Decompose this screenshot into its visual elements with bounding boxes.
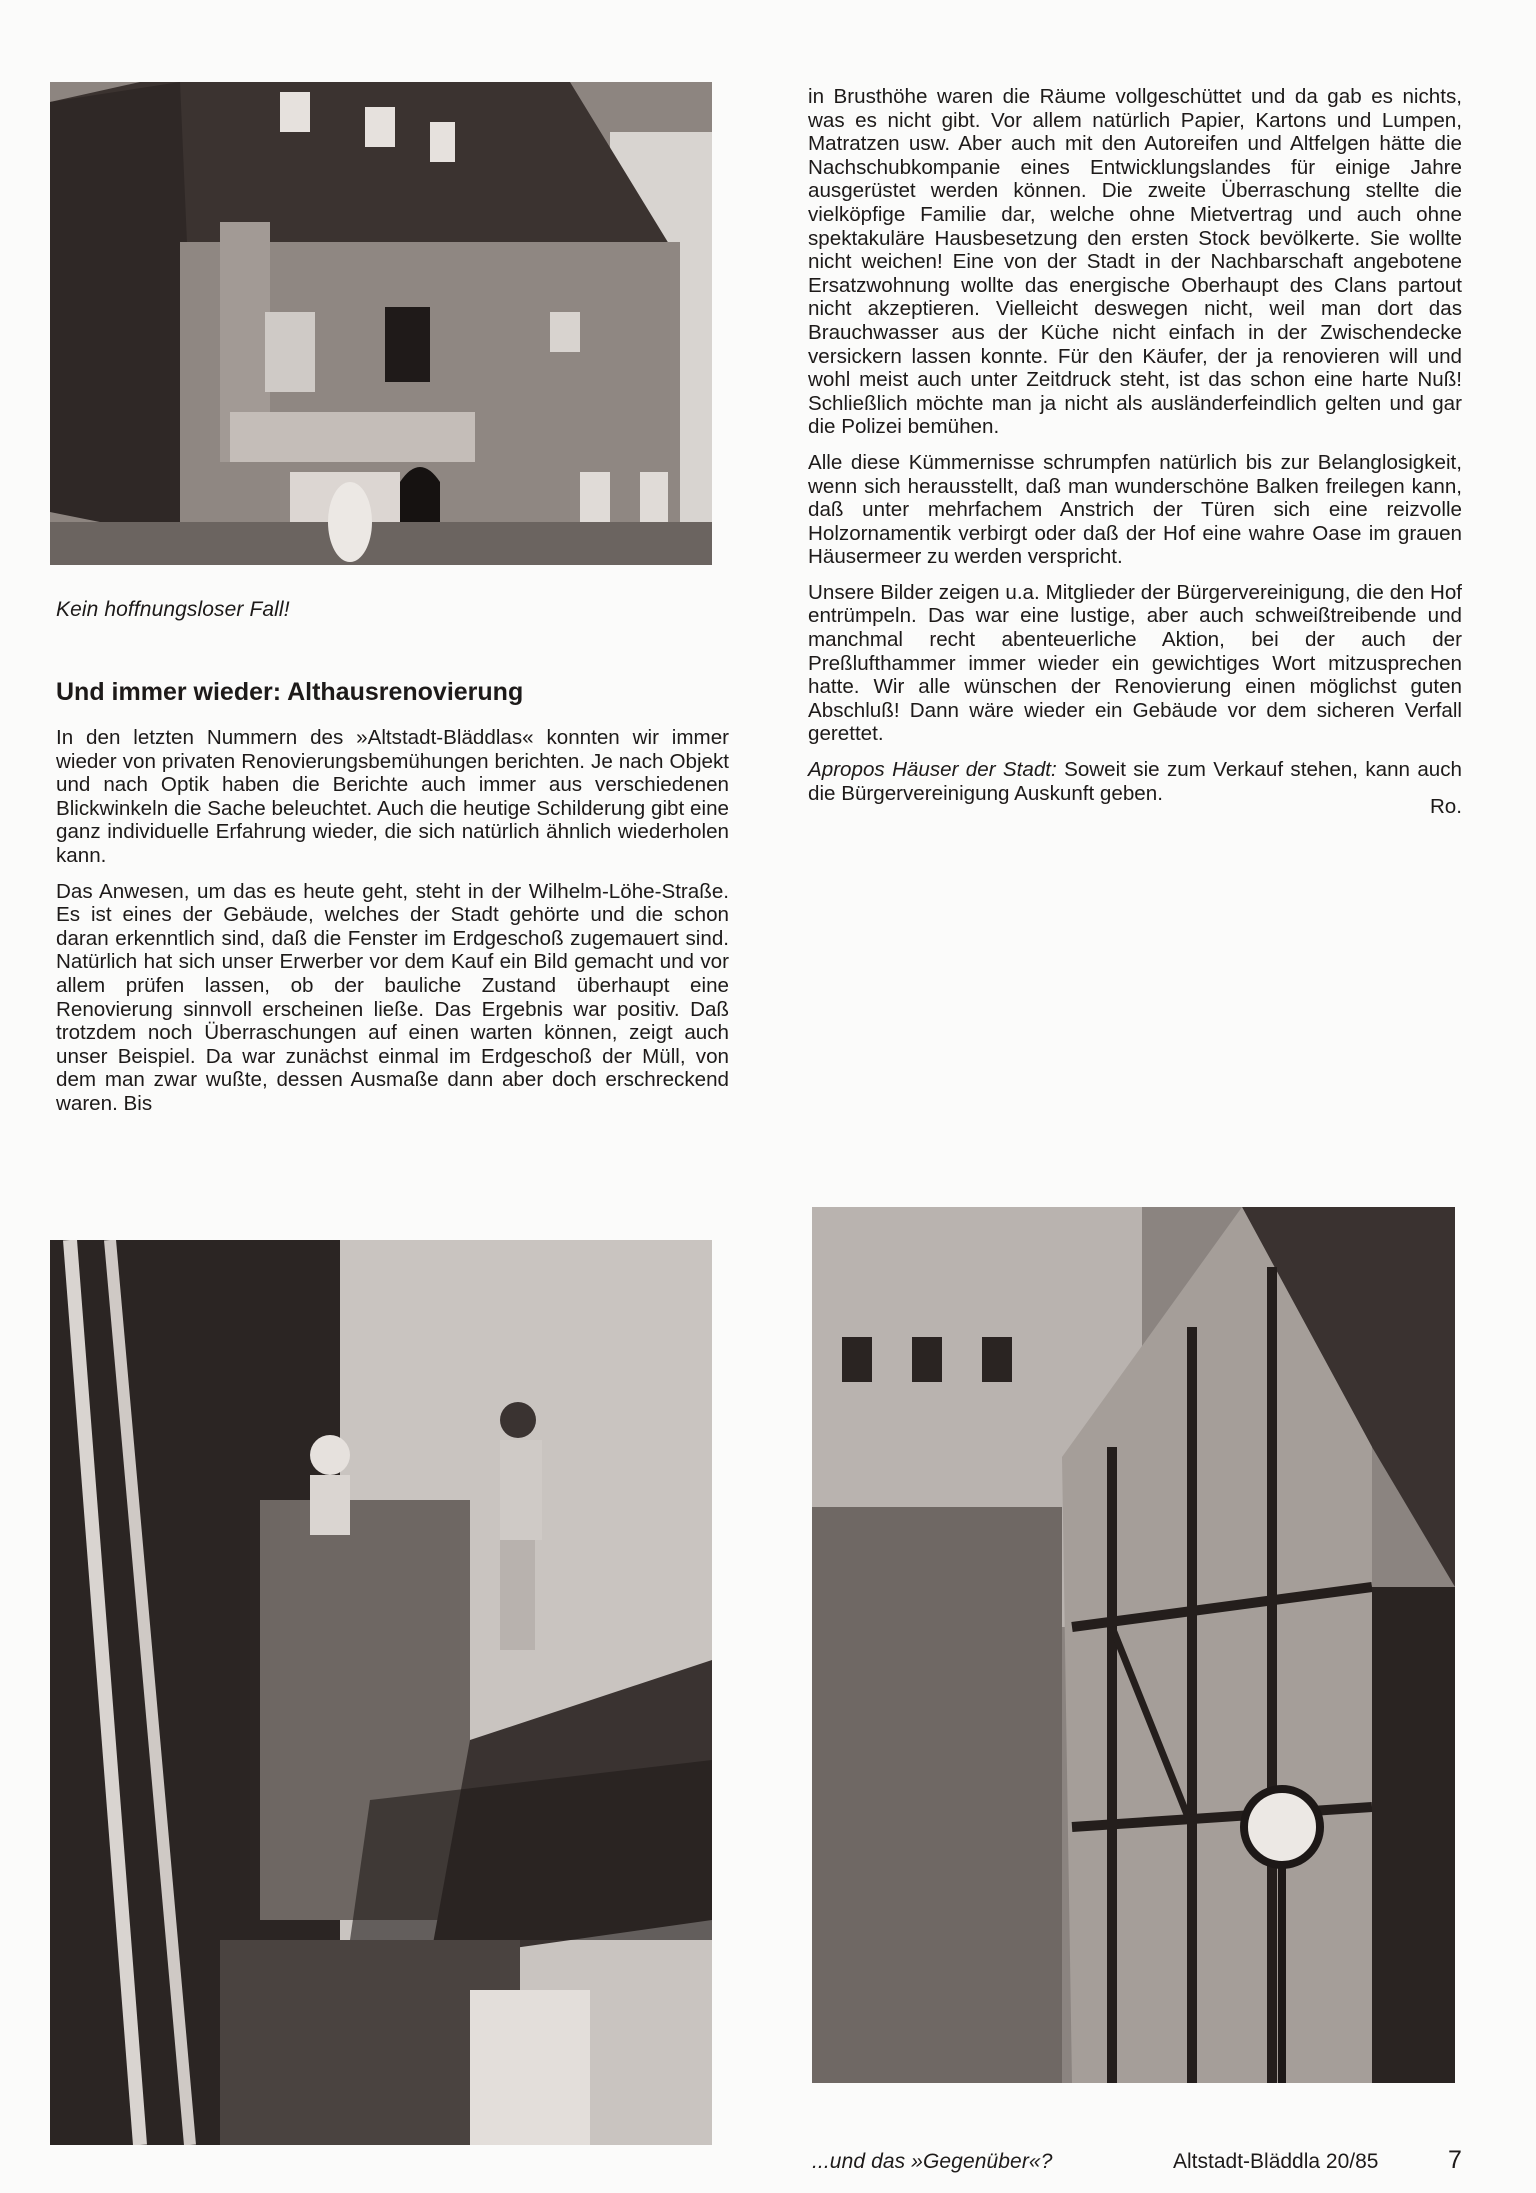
article-column-right (808, 85, 1462, 831)
article-column-left (56, 726, 729, 1128)
photo-caption-bottom: ...und das »Gegenüber«? (812, 2150, 1053, 2173)
article-paragraph: in Brusthöhe waren die Räume vollgeschüttet und da gab es nichts, was es nicht gibt. Vor allem natürlich Papier, Kartons und Lumpen, Matratzen usw. Aber auch mit den Autoreifen und Altfelgen hätte die Nachschubkompanie eines Entwicklungslandes für einige Jahre ausgerüstet werden können. Die zweite Überraschung stellte die vielköpfige Familie dar, welche ohne Mietvertrag und auch ohne spektakuläre Hausbesetzung den ersten Stock bevölkerte. Sie wollte nicht weichen! Eine von der Stadt in der Nachbarschaft angebotene Ersatzwohnung wollte das energische Oberhaupt des Clans partout nicht akzeptieren. Vielleicht deswegen nicht, weil man dort das Brauchwasser aus der Küche nicht einfach in der Zwischendecke versickern lassen konnte. Für den Käufer, der ja renovieren will und wohl meist auch unter Zeitdruck steht, ist das schon eine harte Nuß! Schließlich möchte man ja nicht als ausländerfeindlich gelten und gar die Polizei bemühen. (808, 85, 1462, 439)
author-signature: Ro. (1429, 795, 1462, 819)
publication-issue: Altstadt-Bläddla 20/85 (1173, 2150, 1379, 2173)
house-photo-illustration (50, 82, 712, 565)
article-headline: Und immer wieder: Althausrenovierung (56, 678, 524, 706)
article-paragraph: Alle diese Kümmernisse schrumpfen natürlich bis zur Belanglosigkeit, wenn sich herausstellt, daß man wunderschöne Balken freilegen kann, daß unter mehrfachem Anstrich der Türen sich eine reizvolle Holzornamentik verbirgt oder daß der Hof eine wahre Oase im grauen Häusermeer zu werden verspricht. (808, 450, 1462, 569)
article-paragraph: Das Anwesen, um das es heute geht, steht in der Wilhelm-Löhe-Straße. Es ist eines der Gebäude, welches der Stadt gehörte und die schon daran erkenntlich sind, daß die Fenster im Erdgeschoß zugemauert sind. Natürlich hat sich unser Erwerber vor dem Kauf ein Bild gemacht und vor allem prüfen lassen, ob der bauliche Zustand überhaupt eine Renovierung sinnvoll erscheinen ließe. Das Ergebnis war positiv. Daß trotzdem noch Überraschungen auf einen warten können, zeigt auch unser Beispiel. Da war zunächst einmal im Erdgeschoß der Müll, von dem man zwar wußte, dessen Ausmaße dann aber doch erschreckend waren. Bis (56, 879, 729, 1115)
photo-half-timbered-houses (812, 1207, 1455, 2083)
photo-caption-top: Kein hoffnungsloser Fall! (56, 598, 290, 621)
courtyard-photo-illustration (50, 1240, 712, 2145)
page-number: 7 (1448, 2146, 1462, 2174)
photo-old-house (50, 82, 712, 565)
photo-courtyard-clearing (50, 1240, 712, 2145)
half-timbered-photo-illustration (812, 1207, 1455, 2083)
apropos-label: Apropos Häuser der Stadt: (808, 758, 1057, 782)
article-paragraph: Unsere Bilder zeigen u.a. Mitglieder der Bürgervereinigung, die den Hof entrümpeln. Das war eine lustige, aber auch schweißtreibende und manchmal recht abenteuerliche Aktion, bei der auch der Preßlufthammer immer wieder ein gewichtiges Wort mitzusprechen hatte. Wir alle wünschen der Renovierung einen möglichst guten Abschluß! Dann wäre wieder ein Gebäude vor dem sicheren Verfall gerettet. (808, 580, 1462, 746)
apropos-text: Soweit sie zum Verkauf stehen, kann auch die Bürgervereinigung Auskunft geben. (808, 758, 1463, 805)
article-paragraph: In den letzten Nummern des »Altstadt-Bläddlas« konnten wir immer wieder von privaten Renovierungsbemühungen berichten. Je nach Objekt und nach Optik haben die Berichte auch immer aus verschiedenen Blickwinkeln die Sache beleuchtet. Auch die heutige Schilderung gibt eine ganz individuelle Erfahrung wieder, die sich natürlich ähnlich wiederholen kann. (56, 726, 729, 867)
